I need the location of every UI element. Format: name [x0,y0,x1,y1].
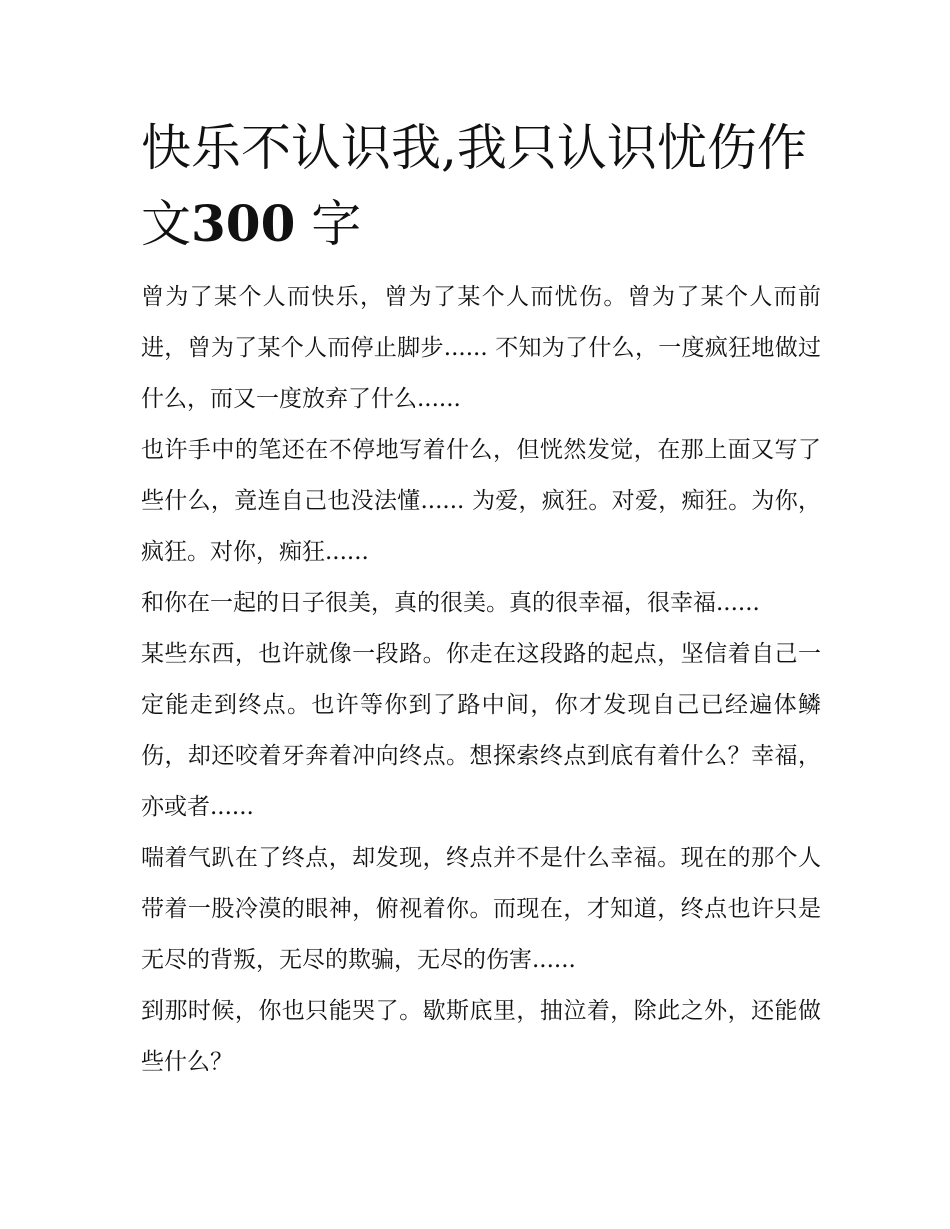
paragraph-2: 也许手中的笔还在不停地写着什么，但恍然发觉，在那上面又写了些什么，竟连自己也没法懂...... 为爱，疯狂。对爱，痴狂。为你，疯狂。对你，痴狂...... [141,437,821,565]
document-page [141,110,821,1088]
paragraph-1: 曾为了某个人而快乐，曾为了某个人而忧伤。曾为了某个人而前进，曾为了某个人而停止脚步...... 不知为了什么，一度疯狂地做过什么，而又一度放弃了什么...... [141,284,821,412]
paragraph-3: 和你在一起的日子很美，真的很美。真的很幸福，很幸福...... [141,590,760,616]
title-number: 300 [191,194,296,253]
document-title: 快乐不认识我,我只认识忧伤作文300 字 [141,119,807,253]
document-body [141,272,821,1088]
paragraph-6: 到那时候，你也只能哭了。歇斯底里，抽泣着，除此之外，还能做些什么？ [141,998,821,1075]
paragraph-5: 喘着气趴在了终点，却发现，终点并不是什么幸福。现在的那个人带着一股冷漠的眼神，俯视着你。而现在，才知道，终点也许只是无尽的背叛，无尽的欺骗，无尽的伤害...... [141,845,821,973]
paragraph-4: 某些东西，也许就像一段路。你走在这段路的起点，坚信着自己一定能走到终点。也许等你到了路中间，你才发现自己已经遍体鳞伤，却还咬着牙奔着冲向终点。想探索终点到底有着什么？幸福，亦或者...... [141,641,821,820]
